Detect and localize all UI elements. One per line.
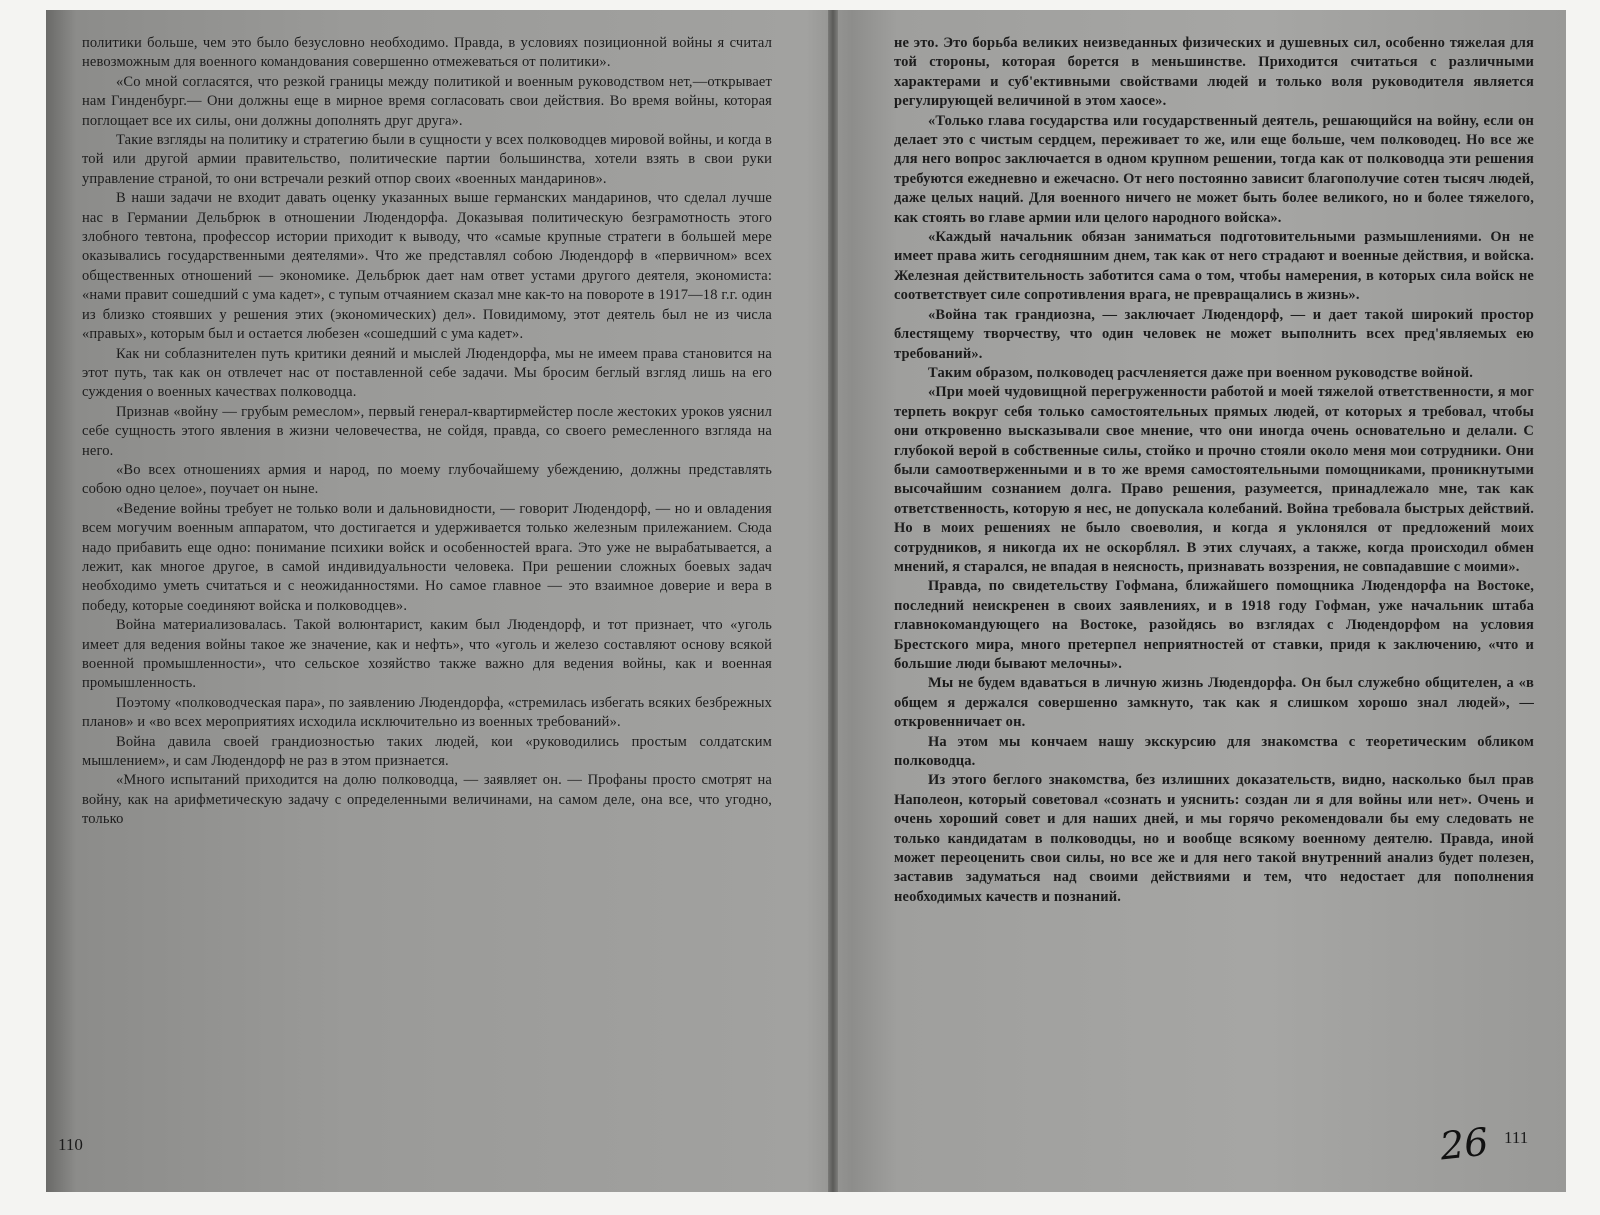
paragraph: Правда, по свидетельству Гофмана, ближайшего помощника Людендорфа на Востоке, последний неискренен в своих заявлениях, и в 1918 году Гофман, уже начальник штаба главнокомандующего на Востоке, разойдясь во взглядах с Людендорфом на условия Брестского мира, много претерпел неприятностей от ставки, придя к заключению, «что и большие люди бывают мелочны». [894,578,1534,672]
paragraph: «Война так грандиозна, — заключает Людендорф, — и дает такой широкий простор блестящему творчеству, что один человек не может выполнить всех пред'являемых ею требований». [894,306,1534,362]
paragraph: В наши задачи не входит давать оценку указанных выше германских мандаринов, что сделал лучше нас в Германии Дельбрюк в отношении Людендорфа. Доказывая политическую безграмотность этого злобного тевтона, профессор истории приходит к выводу, что «самые крупные стратеги в большей мере оказывались государственными деятелями». Что же представлял собою Людендорф в «первичном» всех общественных отношений — экономике. Дельбрюк дает нам ответ устами другого деятеля, экономиста: «нами правит сошедший с ума кадет», с тупым отчаянием сказал мне как-то на повороте в 1917—18 г.г. один из близко стоявших у решения этих (экономических) дел». Повидимому, этот деятель был не из числа «правых», которым был и остается любезен «сошедший с ума кадет». [82,190,772,343]
paragraph: «При моей чудовищной перегруженности работой и моей тяжелой ответственности, я мог терпеть вокруг себя только самостоятельных прямых людей, от которых я требовал, чтобы они откровенно высказывали свое мнение, что они иногда очень основательно и делали. С глубокой верой в собственные силы, стойко и прочно стояли около меня мои сотрудники. Они были самоотверженными и в то же время самостоятельными помощниками, проникнутыми высочайшим сознанием долга. Право решения, разумеется, принадлежало мне, так как ответственность, которую я нес, не допускала колебаний. Война требовала быстрых действий. Но в моих решениях не было своеволия, и когда я уклонялся от предложений моих сотрудников, я никогда их не оскорблял. В этих случаях, а также, когда происходил обмен мнений, я старался, не впадая в неясность, признавать воззрения, не совпадавшие с моими». [894,384,1534,575]
paragraph: Таким образом, полководец расчленяется даже при военном руководстве войной. [928,364,1474,381]
paragraph: Мы не будем вдаваться в личную жизнь Людендорфа. Он был служебно общителен, а «в общем я держался совершенно замкнуто, так как я слишком хорошо знал людей», — откровенничает он. [894,675,1534,731]
book-spine [828,10,838,1192]
paragraph: «Ведение войны требует не только воли и дальновидности, — говорит Людендорф, — но и овладения всем могучим военным аппаратом, что достигается и удерживается только железным прилежанием. Сюда надо прибавить еще одно: понимание психики войск и особенностей врага. Это уже не вырабатывается, а лежит, как многое другое, в самой индивидуальности человека. При решении сложных боевых задач необходимо уметь считаться и с неожиданностями. Но самое главное — это взаимное доверие и вера в победу, которые соединяют войска и полководцев». [82,500,772,614]
paragraph: Как ни соблазнителен путь критики деяний и мыслей Людендорфа, мы не имеем права становится на этот путь, так как он отвлечет нас от поставленной себе задачи. Мы бросим беглый взгляд лишь на его суждения о военных качествах полководца. [82,345,772,401]
photo-bottom-margin [46,1192,1566,1215]
paragraph: «Каждый начальник обязан заниматься подготовительными размышлениями. Он не имеет права жить сегодняшним днем, так как от него страдают и военные действия, и войска. Железная действительность заботится сама о том, чтобы намерения, в которых сила войск не соответствует силе сопротивления врага, не превращались в жизнь». [894,229,1534,304]
paragraph: Признав «войну — грубым ремеслом», первый генерал-квартирмейстер после жестоких уроков уяснил себе сущность этого явления в жизни человечества, не сойдя, правда, со своего ремесленного взгляда на него. [82,403,772,459]
paragraph: политики больше, чем это было безусловно необходимо. Правда, в условиях позиционной войны я считал невозможным для военного командования совершенно отмежеваться от политики». [82,35,772,71]
book-spread [46,10,1566,1192]
paragraph: не это. Это борьба великих неизведанных физических и душевных сил, особенно тяжелая для той стороны, которая борется в меньшинстве. Приходится считаться с различными характерами и суб'ективными свойствами людей и только воля руководителя является регулирующей величиной в этом хаосе». [894,35,1534,110]
left-page [82,34,772,830]
right-page [894,34,1534,907]
right-page-number: 111 [1504,1128,1529,1147]
paragraph: «Во всех отношениях армия и народ, по моему глубочайшему убеждению, должны представлять собою одно целое», поучает он ныне. [82,461,772,498]
left-page-number: 110 [58,1135,83,1154]
paragraph: «Только глава государства или государственный деятель, решающийся на войну, если он делает это с чистым сердцем, переживает то же, или еще больше, чем полководец. Но все же для него вопрос заключается в одном крупном решении, тогда как от полководца эти решения требуются ежедневно и ежечасно. От него постоянно зависит благополучие сотен тысяч людей, даже целых наций. Для военного ничего не может быть более великого, но и более тяжелого, как стоять во главе армии или целого народного войска». [894,112,1534,226]
paragraph: На этом мы кончаем нашу экскурсию для знакомства с теоретическим обликом полководца. [894,733,1534,770]
paragraph: Из этого беглого знакомства, без излишних доказательств, видно, насколько был прав Наполеон, который советовал «сознать и уяснить: создан ли я для войны или нет». Очень и очень хороший совет и для наших дней, и мы горячо рекомендовали бы ему следовать не только кандидатам в полководцы, но и вообще всякому военному деятелю. Правда, иной может переоценить свои силы, но все же и для него такой внутренний анализ будет полезен, заставив задуматься над своими действиями и тем, что недостает для пополнения необходимых качеств и познаний. [894,772,1534,905]
paragraph: «Со мной согласятся, что резкой границы между политикой и военным руководством нет,—открывает нам Гинденбург.— Они должны еще в мирное время согласовать свои действия. Во время войны, которая поглощает все их силы, они должны дополнять друг друга». [82,73,772,129]
handwritten-archive-number: 26 [1437,1119,1491,1169]
paragraph: Война давила своей грандиозностью таких людей, кои «руководились простым солдатским мышлением», и сам Людендорф не раз в этом признается. [82,733,772,770]
paragraph: Война материализовалась. Такой волюнтарист, каким был Людендорф, и тот признает, что «уголь имеет для ведения войны такое же значение, как и нефть», что «уголь и железо составляют основу всякой военной промышленности», что сельское хозяйство также важно для ведения войны, как и военная промышленность. [82,617,772,692]
paragraph: Такие взгляды на политику и стратегию были в сущности у всех полководцев мировой войны, и когда в той или другой армии правительство, политические партии большинства, хотели взять в свои руки управление страной, то они встречали резкий отпор своих «военных мандаринов». [82,132,772,187]
paragraph: Поэтому «полководческая пара», по заявлению Людендорфа, «стремилась избегать всяких безбрежных планов» и «во всех мероприятиях исходила исключительно из военных требований». [82,694,772,731]
paragraph: «Много испытаний приходится на долю полководца, — заявляет он. — Профаны просто смотрят на войну, как на арифметическую задачу с определенными величинами, на самом деле, она все, что угодно, только [82,772,772,828]
